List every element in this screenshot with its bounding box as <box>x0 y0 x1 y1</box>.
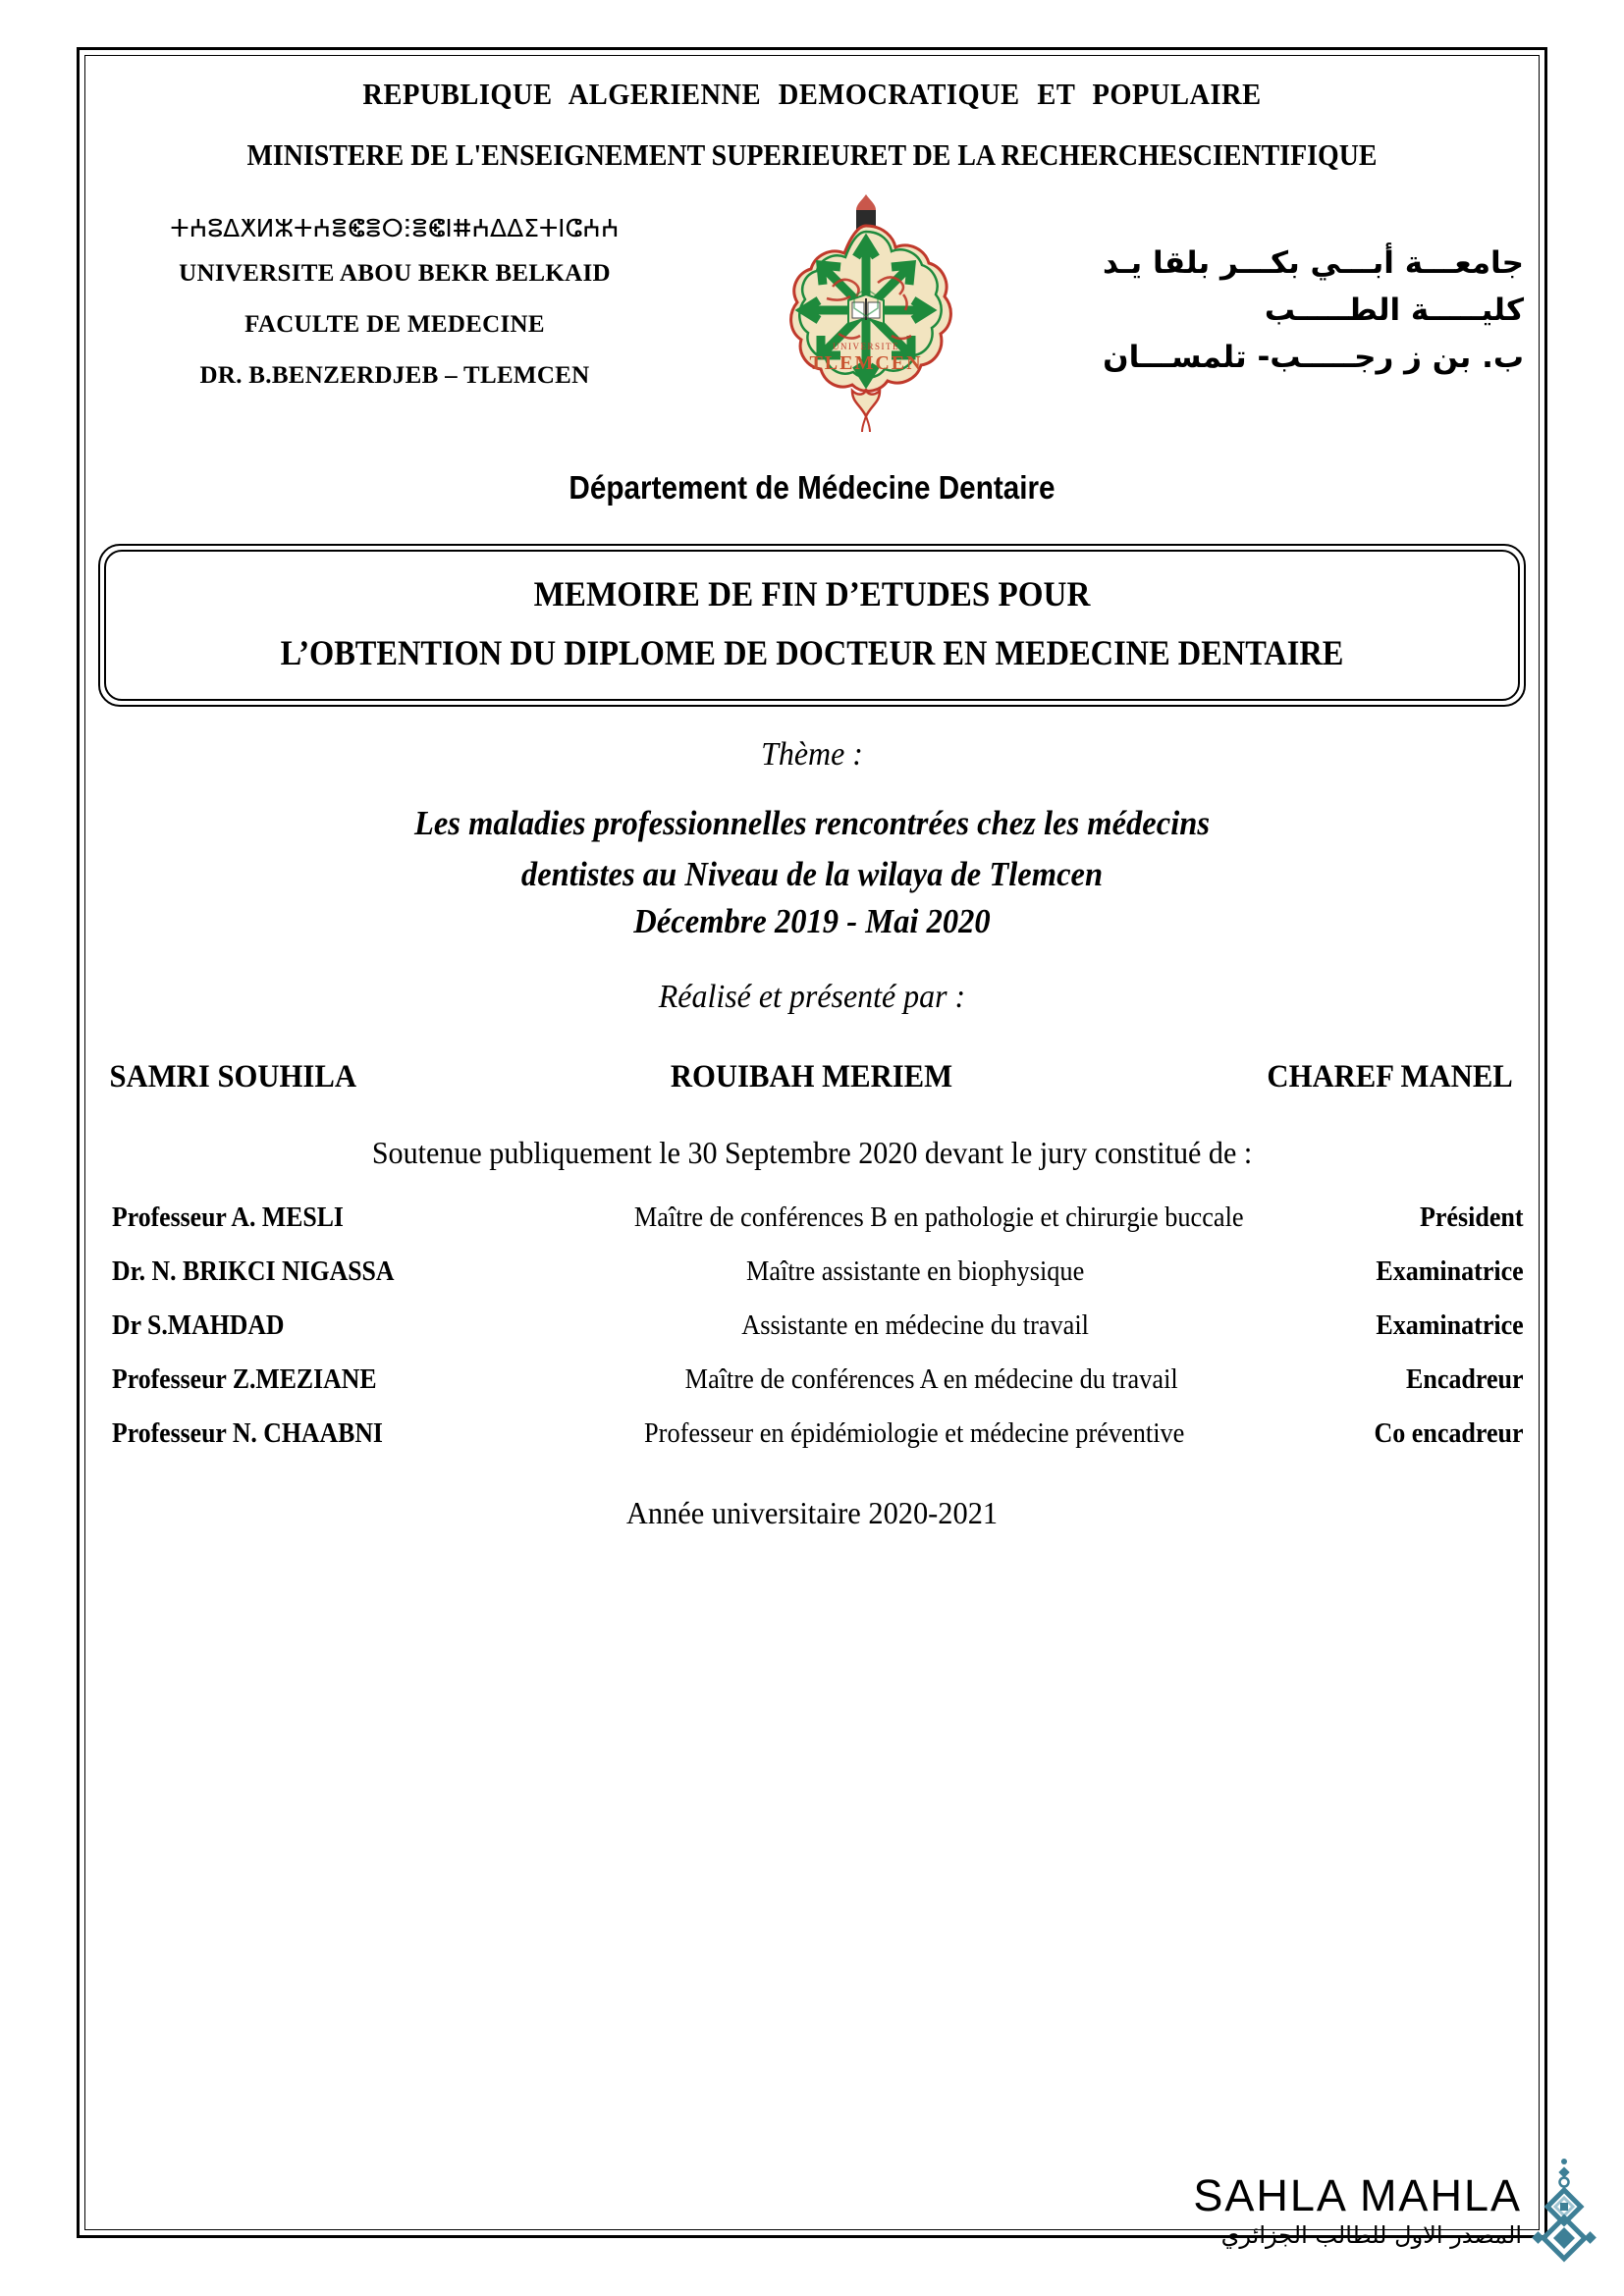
university-arabic-block <box>994 240 1534 381</box>
thesis-date-range: Décembre 2019 - Mai 2020 <box>633 902 991 941</box>
theme-label: Thème : <box>761 736 863 773</box>
jury-member-title: Assistante en médecine du travail <box>741 1310 1089 1342</box>
memoire-line-2: L’OBTENTION DU DIPLOME DE DOCTEUR EN MEDECINE DENTAIRE <box>280 633 1344 672</box>
jury-row <box>112 1202 1524 1234</box>
arabic-university-name: جامعـــة أبـــي بكـــر بلقا يـد <box>1103 245 1524 281</box>
crest-caption-small: UNIVERSITE <box>833 342 899 351</box>
memoire-line-1: MEMOIRE DE FIN D’ETUDES POUR <box>533 574 1091 614</box>
author-name: ROUIBAH MERIEM <box>670 1059 953 1095</box>
authors-row <box>90 1059 1534 1095</box>
crest-caption: TLEMCEN <box>809 352 923 374</box>
jury-member-role: Président <box>1420 1202 1524 1234</box>
jury-member-name: Professeur A. MESLI <box>112 1202 344 1234</box>
jury-member-role: Co encadreur <box>1374 1418 1524 1450</box>
jury-member-name: Professeur N. CHAABNI <box>112 1418 383 1450</box>
jury-member-role: Examinatrice <box>1376 1256 1524 1288</box>
author-name: SAMRI SOUHILA <box>109 1059 357 1095</box>
jury-row <box>112 1364 1524 1396</box>
jury-member-title: Maître de conférences B en pathologie et chirurgie buccale <box>633 1202 1244 1234</box>
author-name: CHAREF MANEL <box>1267 1059 1513 1095</box>
watermark-diamond-icon <box>1532 2157 1597 2263</box>
jury-row <box>112 1310 1524 1342</box>
campus-name: DR. B.BENZERDJEB – TLEMCEN <box>199 362 590 389</box>
arabic-faculty-name: كليـــــة الطـــــب <box>1264 293 1524 329</box>
thesis-title-line-2: dentistes au Niveau de la wilaya de Tlemcen <box>520 854 1104 893</box>
jury-row <box>112 1418 1524 1450</box>
jury-list <box>90 1202 1534 1450</box>
jury-member-title: Professeur en épidémiologie et médecine préventive <box>644 1418 1185 1450</box>
sahla-mahla-watermark <box>1193 2157 1597 2263</box>
authorship-label: Réalisé et présenté par : <box>658 979 966 1016</box>
faculty-name: FACULTE DE MEDECINE <box>244 311 545 338</box>
defense-statement: Soutenue publiquement le 30 Septembre 2020 devant le jury constitué de : <box>371 1135 1253 1171</box>
jury-member-name: Professeur Z.MEZIANE <box>112 1364 377 1396</box>
jury-member-role: Encadreur <box>1406 1364 1524 1396</box>
jury-row <box>112 1256 1524 1288</box>
memoire-box-inner <box>104 550 1520 701</box>
arabic-campus-name: ب. بن ز رجـــــب- تلمســـان <box>1103 340 1524 376</box>
republic-header-line: REPUBLIQUE ALGERIENNE DEMOCRATIQUE ET POPULAIRE <box>362 77 1262 111</box>
university-logo <box>768 192 964 438</box>
crest-finial-icon <box>852 389 880 432</box>
jury-member-name: Dr. N. BRIKCI NIGASSA <box>112 1256 395 1288</box>
university-crest-icon <box>768 192 964 438</box>
jury-member-title: Maître de conférences A en médecine du travail <box>684 1364 1178 1396</box>
tifinagh-university-name: ⵜⵄⵓⵠⵅⵍⵣⵜⵄⴻⵞⴻⵔⵗⴻⵞⵏⵌⵄⵠⵠⵉⵜⵏⵛⵄⵄ <box>170 214 620 242</box>
thesis-title-line-1: Les maladies professionnelles rencontrées chez les médecins <box>413 804 1211 842</box>
department-title: Département de Médecine Dentaire <box>568 469 1056 506</box>
watermark-text <box>1193 2169 1522 2249</box>
university-name: UNIVERSITE ABOU BEKR BELKAID <box>179 260 611 287</box>
university-latin-block <box>90 214 699 390</box>
document-content <box>90 55 1534 2230</box>
academic-year: Année universitaire 2020-2021 <box>625 1495 999 1531</box>
watermark-subtitle: المصدر الاول للطالب الجزائري <box>1220 2220 1522 2249</box>
university-identity-block <box>90 214 1534 459</box>
jury-member-name: Dr S.MAHDAD <box>112 1310 285 1342</box>
ministry-header-line: MINISTERE DE L'ENSEIGNEMENT SUPERIEURET DE LA RECHERCHESCIENTIFIQUE <box>246 137 1378 172</box>
memoire-box <box>98 544 1526 707</box>
watermark-title: SAHLA MAHLA <box>1193 2169 1522 2220</box>
jury-member-title: Maître assistante en biophysique <box>745 1256 1085 1288</box>
jury-member-role: Examinatrice <box>1376 1310 1524 1342</box>
